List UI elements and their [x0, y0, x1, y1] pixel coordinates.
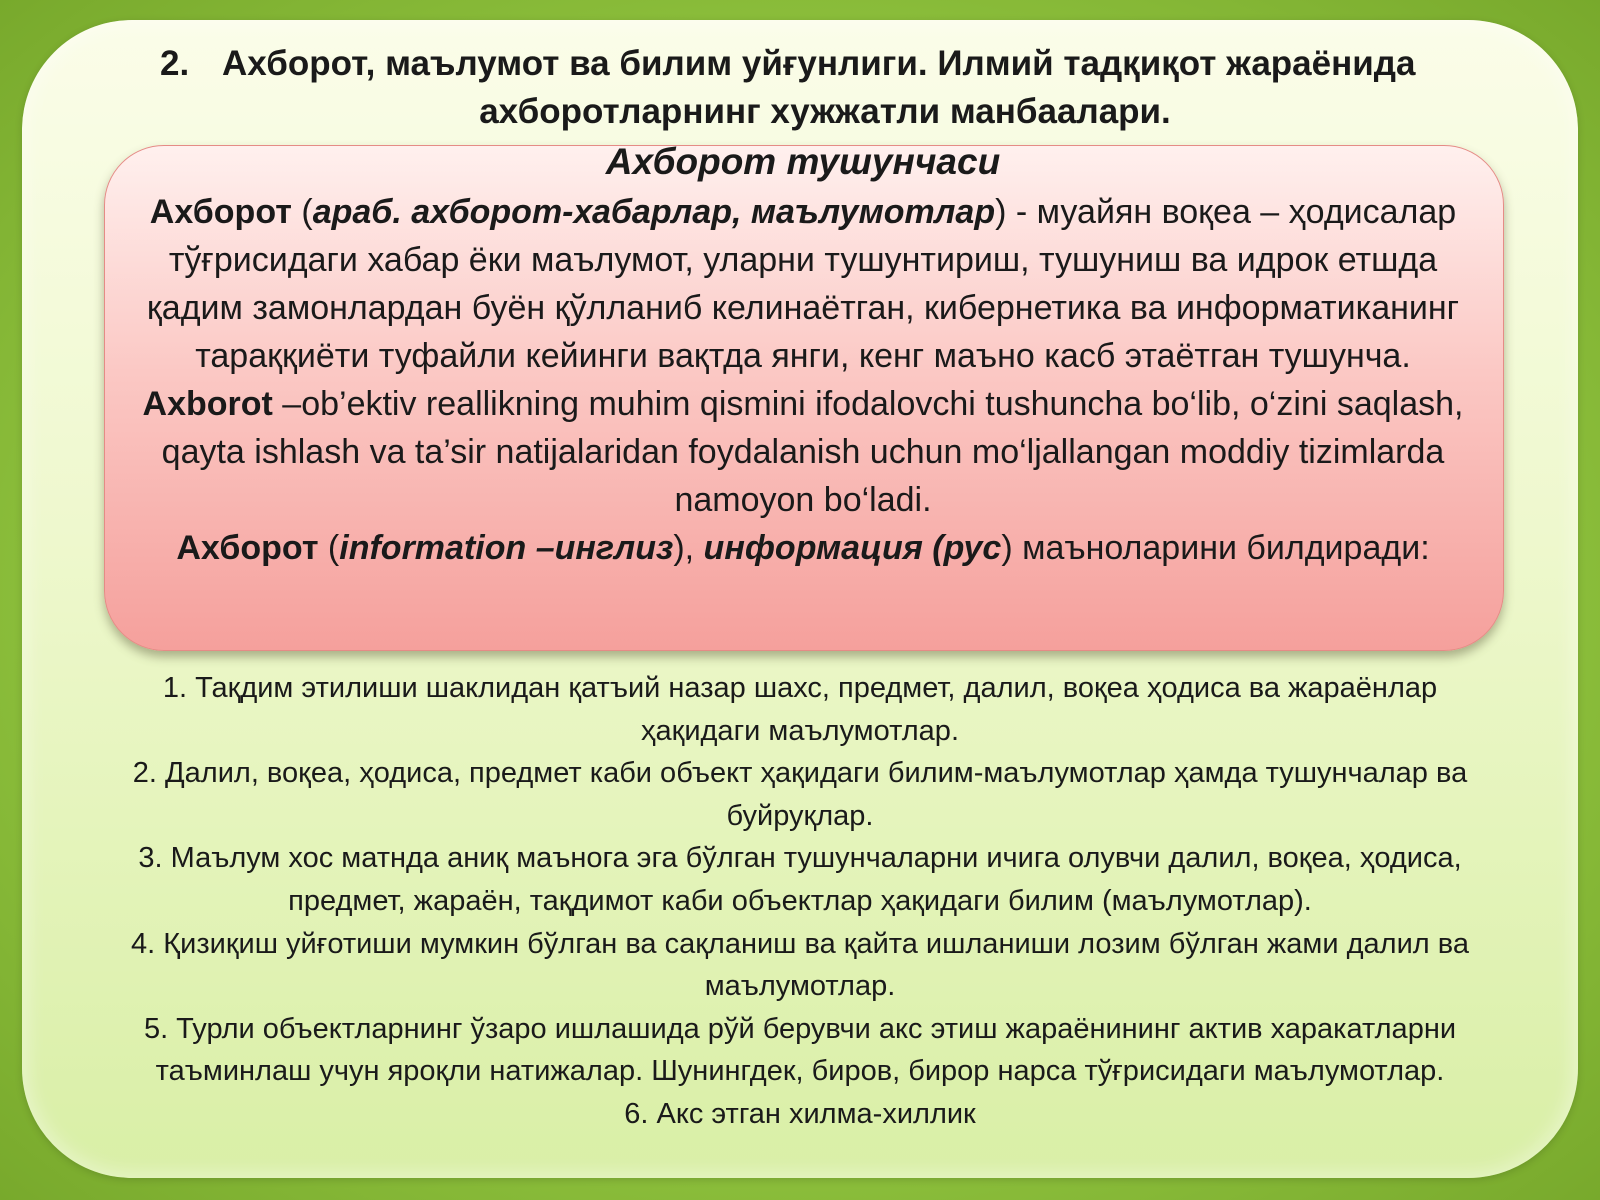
- definition-paragraph-arabic: Ахборот (араб. ахборот-хабарлар, маълумотлар) - муайян воқеа – ҳодисалар тўғрисидаги хабар ёки маълумот, уларни тушунтириш, тушуниш ва идрок етшда қадим замонлардан буён қўлланиб келинаётган, кибернетика ва информатиканинг тараққиёти туфайли кейинги вақтда янги, кенг маъно касб этаётган тушунча.: [146, 193, 1460, 375]
- term-english: information –инглиз: [339, 529, 674, 567]
- definition-paragraph-meanings: Ахборот (information –инглиз), информация (рус) маъноларини билдиради:: [176, 529, 1430, 567]
- term-origin: араб. ахборот-хабарлар, маълумотлар: [312, 193, 996, 231]
- heading-line-2: ахборотларнинг хужжатли манбаалари.: [479, 92, 1171, 131]
- list-item: 2. Далил, воқеа, ҳодиса, предмет каби объект ҳақидаги билим-маълумотлар ҳамда тушунчалар ва буйруқлар.: [132, 757, 1468, 832]
- slide-heading: [0, 40, 1600, 136]
- term-bold-latin: Axborot: [142, 385, 273, 423]
- list-item: 6. Акс этган хилма-хиллик: [624, 1097, 976, 1130]
- term-bold: Ахборот: [149, 193, 292, 231]
- list-item: 4. Қизиқиш уйғотиши мумкин бўлган ва сақланиш ва қайта ишланиши лозим бўлган жами далил ва маълумотлар.: [131, 927, 1469, 1003]
- list-item: 1. Тақдим этилиши шаклидан қатъий назар шахс, предмет, далил, воқеа ҳодиса ва жараёнлар ҳақидаги маълумотлар.: [162, 672, 1438, 747]
- heading-line-1: Ахборот, маълумот ва билим уйғунлиги. Илмий тадқиқот жараёнида: [222, 44, 1416, 83]
- definition-paragraph-latin: Axborot –ob’ektiv reallikning muhim qismini ifodalovchi tushuncha bo‘lib, o‘zini saqlash, qayta ishlash va ta’sir natijalaridan foydalanish uchun mo‘ljallangan moddiy tizimlarda namoyon bo‘ladi.: [142, 385, 1464, 519]
- definition-text: [140, 188, 1466, 572]
- term-russian: информация (рус: [703, 529, 1002, 567]
- heading-number: 2.: [160, 44, 190, 83]
- meanings-list: [110, 667, 1490, 1136]
- list-item: 5. Турли объектларнинг ўзаро ишлашида рўй берувчи акс этиш жараёнининг актив харакатларни таъминлаш учун яроқли натижалар. Шунингдек, биров, бирор нарса тўғрисидаги маълумотлар.: [143, 1012, 1457, 1088]
- definition-box-title: Ахборот тушунчаси: [605, 141, 1001, 182]
- term-bold-meanings: Ахборот: [176, 529, 319, 567]
- list-item: 3. Маълум хос матнда аниқ маънога эга бўлган тушунчаларни ичига олувчи далил, воқеа, ҳодиса, предмет, жараён, тақдимот каби объектлар ҳақидаги билим (маълумотлар).: [138, 842, 1462, 917]
